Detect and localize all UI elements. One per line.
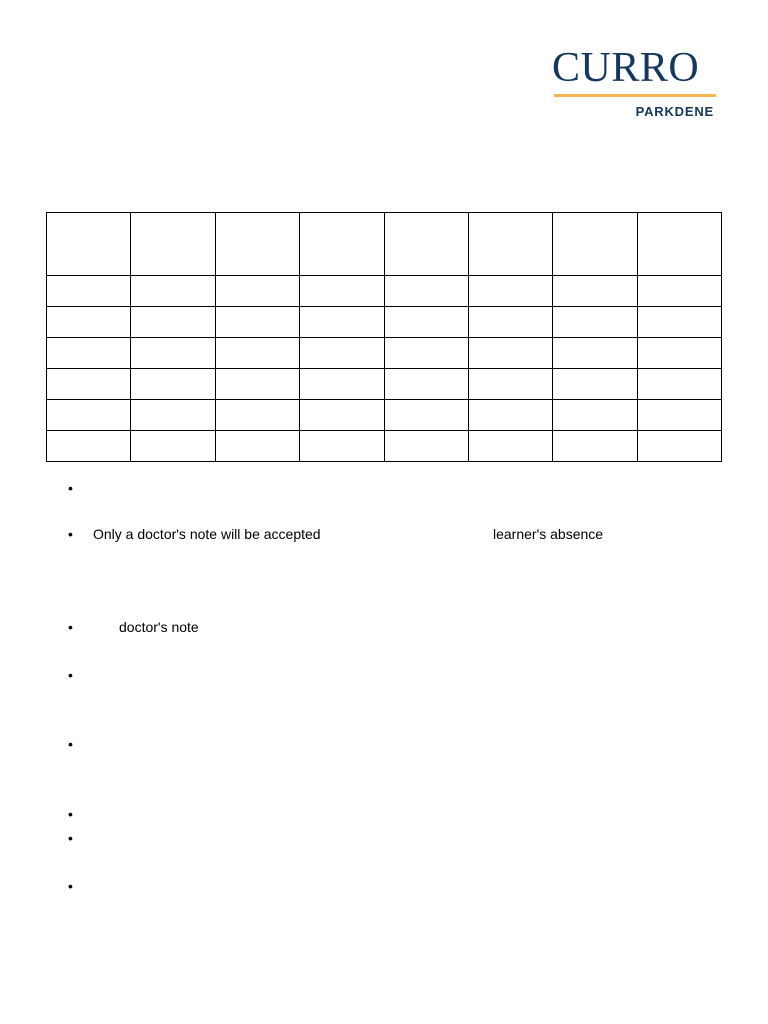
table-cell	[553, 431, 637, 462]
table-cell	[384, 431, 468, 462]
header-cell	[384, 213, 468, 276]
table-cell	[131, 431, 215, 462]
header-cell	[300, 213, 384, 276]
table-cell	[637, 369, 721, 400]
table-cell	[300, 400, 384, 431]
table-row	[47, 307, 722, 338]
schedule-table	[46, 212, 722, 462]
logo-underline	[554, 94, 716, 97]
table-cell	[384, 338, 468, 369]
table-cell	[215, 338, 299, 369]
bullet-dot: •	[68, 878, 73, 894]
table-cell	[637, 276, 721, 307]
table-row	[47, 431, 722, 462]
bullet-dot: •	[68, 806, 73, 822]
bullet-text-learners-absence: learner's absence	[493, 526, 604, 542]
bullet-dot: •	[68, 736, 73, 752]
table-cell	[47, 338, 131, 369]
header-cell	[637, 213, 721, 276]
table-row	[47, 276, 722, 307]
table-cell	[384, 276, 468, 307]
bullet-text-doctors-note-accepted: Only a doctor's note will be accepted	[93, 526, 321, 542]
school-logo	[552, 44, 716, 124]
table-cell	[468, 400, 552, 431]
bullet-dot: •	[68, 667, 73, 683]
table-cell	[553, 276, 637, 307]
header-cell	[468, 213, 552, 276]
table-cell	[47, 276, 131, 307]
table-cell	[300, 431, 384, 462]
table-cell	[468, 276, 552, 307]
table-row	[47, 369, 722, 400]
header-cell	[553, 213, 637, 276]
header-cell	[47, 213, 131, 276]
table-cell	[215, 276, 299, 307]
table-cell	[637, 431, 721, 462]
table-cell	[637, 400, 721, 431]
table-cell	[47, 400, 131, 431]
table-cell	[468, 307, 552, 338]
logo-campus-name: PARKDENE	[635, 104, 714, 119]
bullet-text-doctors-note: doctor's note	[119, 619, 199, 635]
logo-wordmark: CURRO	[552, 45, 700, 91]
table-cell	[384, 400, 468, 431]
table-cell	[468, 338, 552, 369]
table-cell	[637, 338, 721, 369]
header-cell	[215, 213, 299, 276]
table-cell	[215, 307, 299, 338]
table-cell	[553, 307, 637, 338]
table-cell	[553, 369, 637, 400]
table-cell	[215, 400, 299, 431]
table-cell	[47, 369, 131, 400]
table-cell	[553, 400, 637, 431]
header-cell	[131, 213, 215, 276]
table-cell	[47, 307, 131, 338]
table-cell	[131, 400, 215, 431]
table-cell	[384, 307, 468, 338]
table-cell	[131, 338, 215, 369]
bullet-dot: •	[68, 830, 73, 846]
table-cell	[300, 276, 384, 307]
table-cell	[215, 431, 299, 462]
table-cell	[300, 369, 384, 400]
table-cell	[47, 431, 131, 462]
bullet-dot: •	[68, 480, 73, 496]
table-cell	[215, 369, 299, 400]
bullet-dot: •	[68, 526, 73, 542]
table-cell	[468, 431, 552, 462]
table-row	[47, 400, 722, 431]
table-cell	[131, 307, 215, 338]
table-cell	[637, 307, 721, 338]
table-row	[47, 338, 722, 369]
table-cell	[384, 369, 468, 400]
table-cell	[300, 307, 384, 338]
table-cell	[131, 369, 215, 400]
table-cell	[468, 369, 552, 400]
bullet-dot: •	[68, 619, 73, 635]
table-cell	[300, 338, 384, 369]
table-header-row	[47, 213, 722, 276]
table-cell	[131, 276, 215, 307]
table-cell	[553, 338, 637, 369]
